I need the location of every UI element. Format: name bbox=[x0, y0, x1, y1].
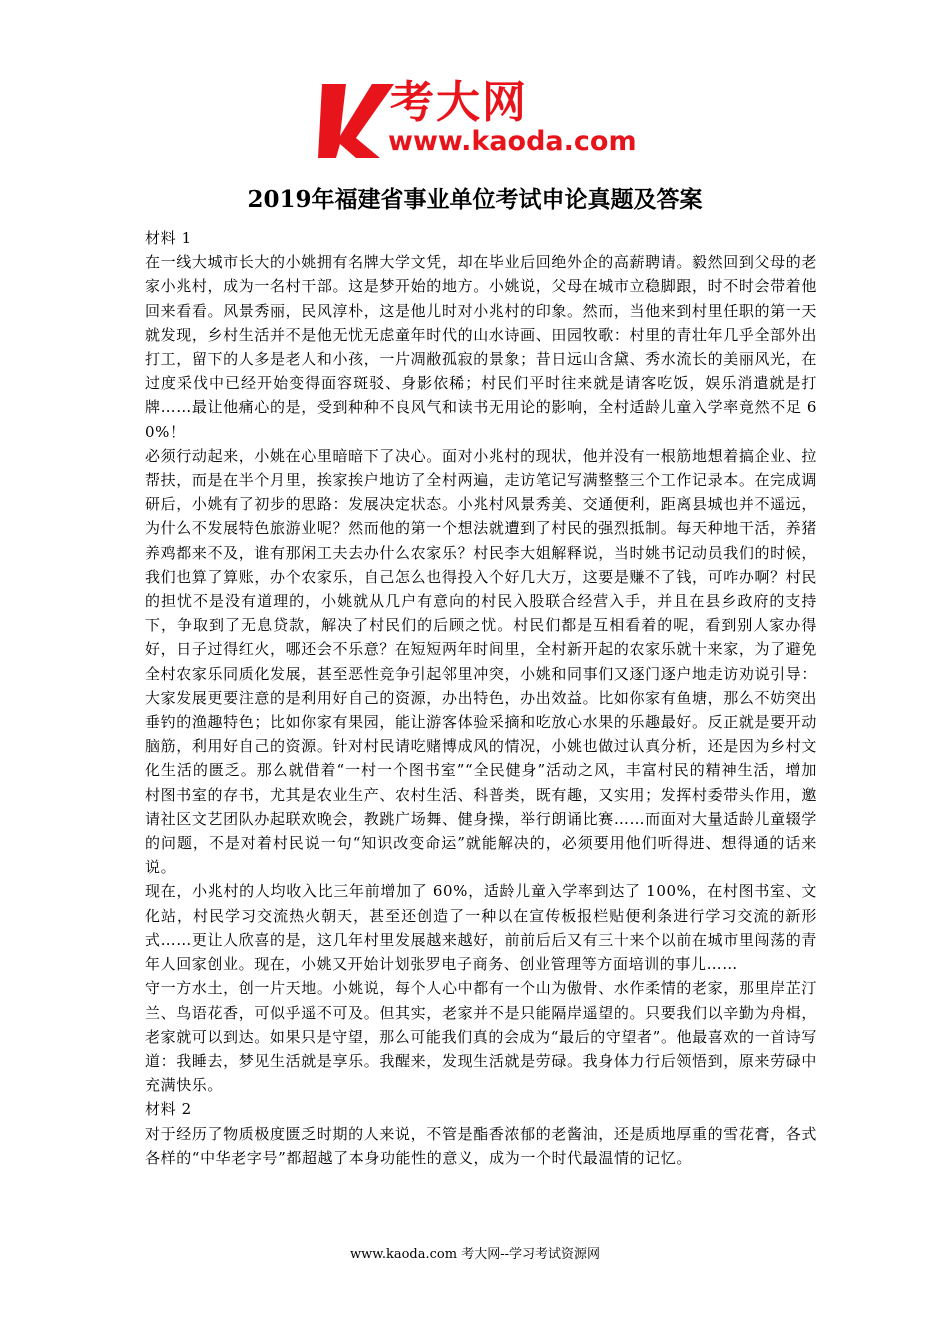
paragraph-1-4: 守一方水土，创一片天地。小姚说，每个人心中都有一个山为傲骨、水作柔情的老家，那里岸芷汀兰、鸟语花香，可似乎遥不可及。但其实，老家并不是只能隔岸遥望的。只要我们以辛勤为舟楫，老家就可以到达。如果只是守望，那么可能我们真的会成为“最后的守望者”。他最喜欢的一首诗写道：我睡去，梦见生活就是享乐。我醒来，发现生活就是劳碌。我身体力行后领悟到，原来劳碌中充满快乐。 bbox=[145, 979, 817, 1095]
paragraph-1-1: 在一线大城市长大的小姚拥有名牌大学文凭，却在毕业后回绝外企的高薪聘请。毅然回到父母的老家小兆村，成为一名村干部。这是梦开始的地方。小姚说，父母在城市立稳脚跟，时不时会带着他回来看看。风景秀丽，民风淳朴，这是他儿时对小兆村的印象。然而，当他来到村里任职的第一天就发现，乡村生活并不是他无忧无虑童年时代的山水诗画、田园牧歌：村里的青壮年几乎全部外出打工，留下的人多是老人和小孩，一片凋敝孤寂的景象；昔日远山含黛、秀水流长的美丽风光，在过度采伐中已经开始变得面容斑驳、身影依稀；村民们平时往来就是请客吃饭，娱乐消遣就是打牌……最让他痛心的是，受到种种不良风气和读书无用论的影响，全村适龄儿童入学率竟然不足 60%！ bbox=[145, 253, 817, 441]
logo-url: www.kaoda.com bbox=[388, 126, 637, 157]
document-body bbox=[145, 226, 817, 1170]
section-heading-1: 材料 1 bbox=[145, 229, 192, 247]
logo-brand-name: 考大网 bbox=[390, 77, 528, 128]
document-title: 2019年福建省事业单位考试申论真题及答案 bbox=[247, 186, 703, 213]
section-heading-2: 材料 2 bbox=[145, 1100, 192, 1119]
paragraph-1-3: 现在，小兆村的人均收入比三年前增加了 60%，适龄儿童入学率到达了 100%，在村图书室、文化站，村民学习交流热火朝天，甚至还创造了一种以在宣传板报栏贴便利条进行学习交流的新形式……更让人欣喜的是，这几年村里发展越来越好，前前后后又有三十来个以前在城市里闯荡的青年人回家创业。现在，小姚又开始计划张罗电子商务、创业管理等方面培训的事儿…… bbox=[145, 882, 817, 974]
kaoda-logo bbox=[318, 78, 638, 160]
paragraph-1-2: 必须行动起来，小姚在心里暗暗下了决心。面对小兆村的现状，他并没有一根筋地想着搞企业、拉帮扶，而是在半个月里，挨家挨户地访了全村两遍，走访笔记写满整整三个工作记录本。在完成调研后，小姚有了初步的思路：发展决定状态。小兆村风景秀美、交通便利，距离县城也并不遥远，为什么不发展特色旅游业呢？然而他的第一个想法就遭到了村民的强烈抵制。每天种地干活，养猪养鸡都来不及，谁有那闲工夫去办什么农家乐？村民李大姐解释说，当时姚书记动员我们的时候，我们也算了算账，办个农家乐，自己怎么也得投入个好几大万，这要是赚不了钱，可咋办啊？村民的担忧不是没有道理的，小姚就从几户有意向的村民入股联合经营入手，并且在县乡政府的支持下，争取到了无息贷款，解决了村民们的后顾之忧。村民们都是互相看着的呢，看到别人家办得好，日子过得红火，哪还会不乐意？在短短两年时间里，全村新开起的农家乐就十来家，为了避免全村农家乐同质化发展，甚至恶性竞争引起邻里冲突，小姚和同事们又逐门逐户地走访劝说引导：大家发展更要注意的是利用好自己的资源，办出特色，办出效益。比如你家有鱼塘，那么不妨突出垂钓的渔趣特色；比如你家有果园，能让游客体验采摘和吃放心水果的乐趣最好。反正就是要开动脑筋，利用好自己的资源。针对村民请吃赌博成风的情况，小姚也做过认真分析，还是因为乡村文化生活的匮乏。那么就借着“一村一个图书室”“全民健身”活动之风，丰富村民的精神生活，增加村图书室的存书，尤其是农业生产、农村生活、科普类，既有趣，又实用；发挥村委带头作用，邀请社区文艺团队办起联欢晚会，教跳广场舞、健身操，举行朗诵比赛……而面对大量适龄儿童辍学的问题，不是对着村民说一句“知识改变命运”就能解决的，必须要用他们听得进、想得通的话来说。 bbox=[145, 446, 817, 877]
page-footer[interactable]: www.kaoda.com 考大网--学习考试资源网 bbox=[350, 1247, 600, 1262]
paragraph-2-1: 对于经历了物质极度匮乏时期的人来说，不管是酯香浓郁的老酱油，还是质地厚重的雪花膏，各式各样的“中华老字号”都超越了本身功能性的意义，成为一个时代最温情的记忆。 bbox=[145, 1124, 817, 1167]
k-mark-icon bbox=[318, 80, 398, 162]
